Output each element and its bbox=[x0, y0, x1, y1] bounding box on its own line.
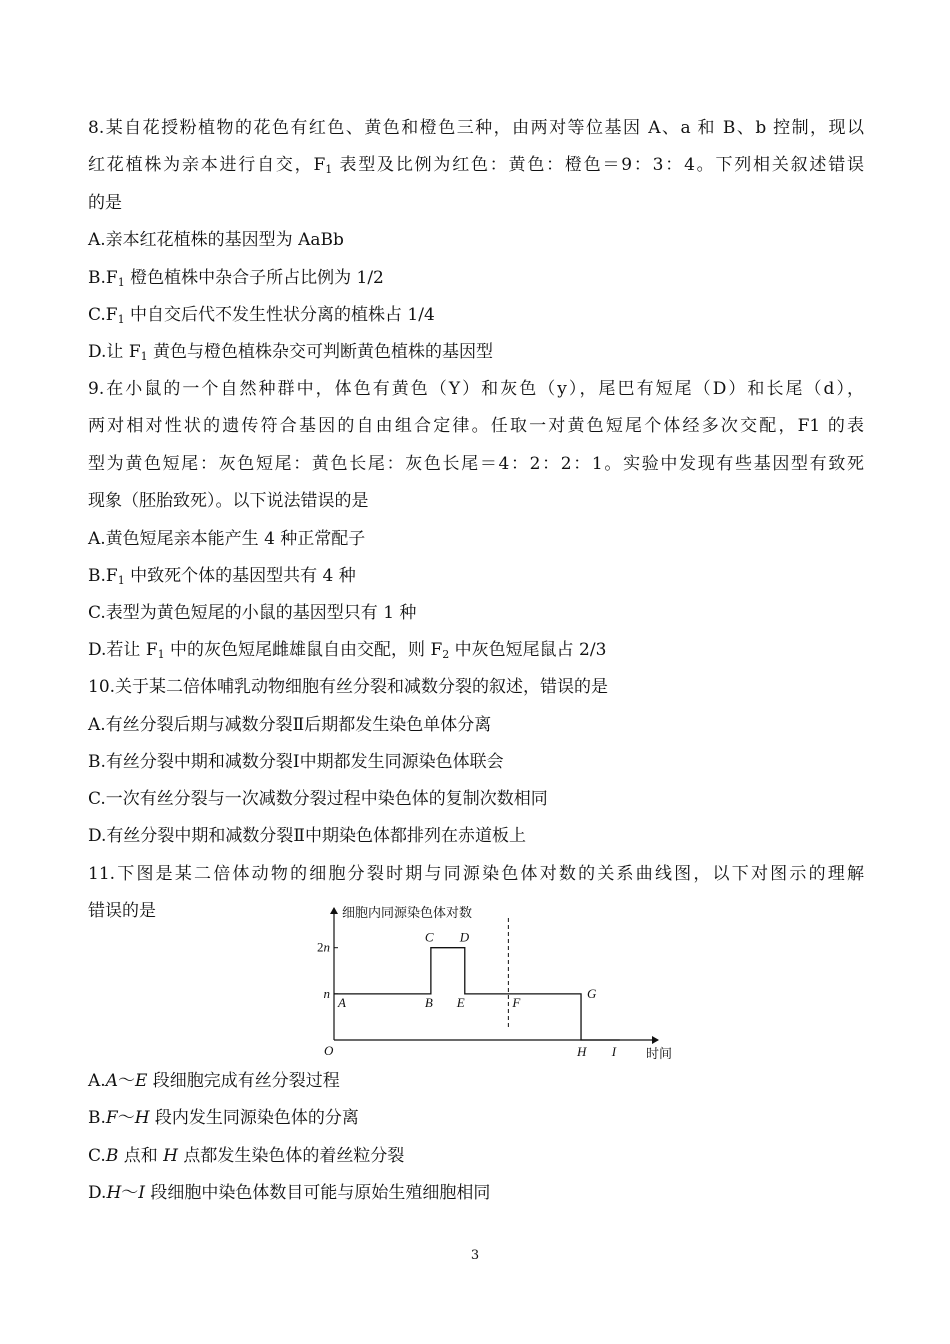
q8-option-b bbox=[88, 266, 384, 290]
q10-option-d: D.有丝分裂中期和减数分裂Ⅱ中期染色体都排列在赤道板上 bbox=[88, 826, 526, 846]
y-tick-num: 2 bbox=[317, 939, 324, 955]
var: I bbox=[138, 1183, 145, 1203]
q10-stem: 10.关于某二倍体哺乳动物细胞有丝分裂和减数分裂的叙述，错误的是 bbox=[88, 677, 609, 697]
q11-option-d bbox=[88, 1181, 490, 1205]
q9-option-c: C.表型为黄色短尾的小鼠的基因型只有 1 种 bbox=[88, 603, 417, 623]
text: C. bbox=[88, 1146, 106, 1166]
y-tick-2n bbox=[317, 940, 338, 955]
point-label-c: C bbox=[424, 929, 434, 945]
text: 表型及比例为红色：黄色：橙色＝9：3：4。下列相关叙述错误 bbox=[332, 155, 864, 175]
var: F bbox=[105, 1108, 118, 1128]
text: 中的灰色短尾雌雄鼠自由交配，则 F bbox=[164, 640, 443, 660]
q9-stem-line-3 bbox=[88, 452, 864, 476]
var: H bbox=[163, 1146, 178, 1166]
q11-option-c bbox=[88, 1144, 404, 1168]
y-tick-var: n bbox=[323, 939, 330, 955]
text: 中灰色短尾鼠占 2/3 bbox=[449, 640, 607, 660]
q9-option-d bbox=[88, 638, 606, 662]
text: B. bbox=[88, 1108, 106, 1128]
q9-stem-line-2 bbox=[88, 414, 864, 438]
q10-option-c: C.一次有丝分裂与一次减数分裂过程中染色体的复制次数相同 bbox=[88, 789, 548, 809]
svg-text:n bbox=[324, 986, 331, 1001]
point-label-d: D bbox=[459, 929, 470, 945]
point-label-f: F bbox=[512, 994, 521, 1010]
text: ～ bbox=[117, 1108, 135, 1128]
q8-option-d bbox=[88, 340, 493, 364]
series-line bbox=[334, 948, 620, 1040]
y-axis-label: 细胞内同源染色体对数 bbox=[342, 905, 473, 920]
q8-stem-line-1 bbox=[88, 116, 864, 140]
q9-option-b bbox=[88, 564, 356, 588]
homologous-pairs-chart bbox=[300, 898, 690, 1066]
point-label-e: E bbox=[456, 994, 465, 1010]
y-tick-var: n bbox=[323, 985, 330, 1001]
text: ～ bbox=[121, 1183, 139, 1203]
subscript: 1 bbox=[157, 648, 165, 661]
text: D.让 F bbox=[88, 342, 141, 362]
var: H bbox=[134, 1108, 150, 1128]
q9-option-a: A.黄色短尾亲本能产生 4 种正常配子 bbox=[88, 529, 366, 549]
q11-stem-line-2: 错误的是 bbox=[88, 901, 156, 921]
var: B bbox=[105, 1146, 119, 1166]
text: 中致死个体的基因型共有 4 种 bbox=[124, 566, 356, 586]
x-axis-label: 时间 bbox=[646, 1046, 673, 1061]
text: 型为黄色短尾：灰色短尾：黄色长尾：灰色长尾＝4：2：2：1。实验中发现有些基因型有致死 bbox=[88, 454, 864, 474]
text: B.F bbox=[88, 566, 118, 586]
text: 段细胞中染色体数目可能与原始生殖细胞相同 bbox=[144, 1183, 491, 1203]
text: 11.下图是某二倍体动物的细胞分裂时期与同源染色体对数的关系曲线图，以下对图示的理解 bbox=[88, 864, 864, 884]
text: D. bbox=[88, 1183, 107, 1203]
text: 8.某自花授粉植物的花色有红色、黄色和橙色三种，由两对等位基因 A、a 和 B、b 控制，现以 bbox=[88, 118, 864, 138]
q10-option-b: B.有丝分裂中期和减数分裂Ⅰ中期都发生同源染色体联会 bbox=[88, 752, 504, 772]
text: 9.在小鼠的一个自然种群中，体色有黄色（Y）和灰色（y），尾巴有短尾（D）和长尾（d）， bbox=[88, 379, 864, 399]
point-label-h: H bbox=[577, 1044, 587, 1059]
text: D.若让 F bbox=[88, 640, 158, 660]
text: 红花植株为亲本进行自交，F bbox=[88, 155, 326, 175]
text: B.F bbox=[88, 268, 118, 288]
subscript: 1 bbox=[325, 163, 333, 176]
text: 段内发生同源染色体的分离 bbox=[149, 1108, 359, 1128]
q11-option-a bbox=[88, 1069, 340, 1093]
q9-stem-line-4: 现象（胚胎致死）。以下说法错误的是 bbox=[88, 491, 369, 511]
text: 点和 bbox=[118, 1146, 164, 1166]
q8-option-c bbox=[88, 303, 435, 327]
text: ～ bbox=[117, 1071, 135, 1091]
subscript: 1 bbox=[140, 350, 148, 363]
point-label-b: B bbox=[424, 994, 433, 1010]
q8-option-a: A.亲本红花植株的基因型为 AaBb bbox=[88, 230, 344, 250]
subscript: 2 bbox=[442, 648, 450, 661]
subscript: 1 bbox=[117, 574, 125, 587]
text: 两对相对性状的遗传符合基因的自由组合定律。任取一对黄色短尾个体经多次交配，F1 的表 bbox=[88, 416, 864, 436]
q10-option-a: A.有丝分裂后期与减数分裂Ⅱ后期都发生染色单体分离 bbox=[88, 715, 492, 735]
text: 黄色与橙色植株杂交可判断黄色植株的基因型 bbox=[147, 342, 494, 362]
subscript: 1 bbox=[117, 313, 125, 326]
var: E bbox=[134, 1071, 148, 1091]
point-label-a: A bbox=[338, 994, 346, 1010]
svg-text:2n bbox=[317, 940, 330, 955]
q11-stem-line-1 bbox=[88, 862, 864, 886]
text: 橙色植株中杂合子所占比例为 1/2 bbox=[124, 268, 384, 288]
var: A bbox=[105, 1071, 118, 1091]
point-label-g: G bbox=[587, 985, 597, 1001]
text: A. bbox=[88, 1071, 106, 1091]
subscript: 1 bbox=[117, 276, 125, 289]
text: C.F bbox=[88, 305, 118, 325]
q8-stem-line-2 bbox=[88, 153, 864, 177]
page-number: 3 bbox=[470, 1248, 480, 1263]
q11-option-b bbox=[88, 1106, 359, 1130]
origin-label: O bbox=[324, 1043, 334, 1058]
q8-stem-line-3: 的是 bbox=[88, 193, 122, 213]
var: H bbox=[106, 1183, 122, 1203]
text: 段细胞完成有丝分裂过程 bbox=[147, 1071, 340, 1091]
q9-stem-line-1 bbox=[88, 377, 864, 401]
text: 点都发生染色体的着丝粒分裂 bbox=[177, 1146, 405, 1166]
text: 中自交后代不发生性状分离的植株占 1/4 bbox=[124, 305, 435, 325]
point-label-i: I bbox=[611, 1044, 617, 1059]
